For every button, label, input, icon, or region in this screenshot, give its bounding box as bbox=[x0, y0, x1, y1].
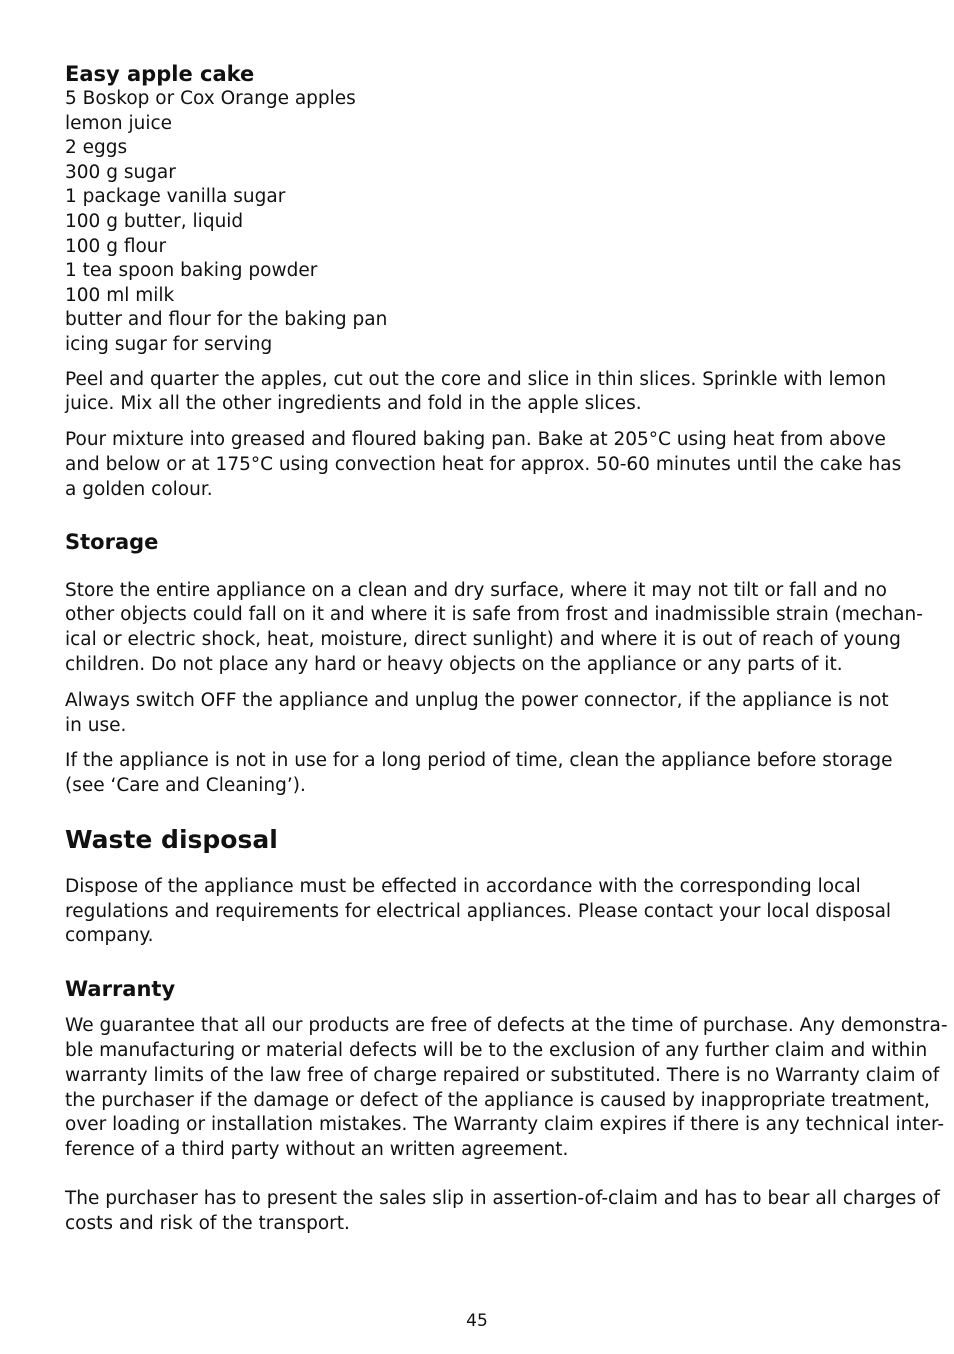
paragraph-line: The purchaser has to present the sales slip in assertion-of-claim and has to bear all charges of bbox=[65, 1188, 940, 1210]
recipe-step-1 bbox=[65, 368, 891, 418]
document-page bbox=[65, 61, 948, 1237]
ingredient-item: 1 package vanilla sugar bbox=[65, 186, 286, 208]
paragraph-line: regulations and requirements for electrical appliances. Please contact your local disposal bbox=[65, 900, 892, 922]
recipe-step-2 bbox=[65, 428, 902, 502]
paragraph-line: in use. bbox=[65, 714, 127, 736]
paragraph-line: If the appliance is not in use for a long period of time, clean the appliance before storage bbox=[65, 750, 893, 772]
ingredient-item: 5 Boskop or Cox Orange apples bbox=[65, 88, 356, 109]
ingredient-item: 2 eggs bbox=[65, 137, 128, 159]
storage-paragraph-1 bbox=[65, 579, 923, 678]
warranty-heading: Warranty bbox=[65, 977, 176, 1002]
recipe-title: Easy apple cake bbox=[65, 62, 255, 86]
paragraph-line: juice. Mix all the other ingredients and fold in the apple slices. bbox=[65, 393, 642, 415]
paragraph-line: and below or at 175°C using convection heat for approx. 50-60 minutes until the cake has bbox=[65, 453, 902, 475]
paragraph-line: costs and risk of the transport. bbox=[65, 1212, 350, 1234]
paragraph-line: ble manufacturing or material defects will be to the exclusion of any further claim and within bbox=[65, 1040, 928, 1062]
ingredient-item: butter and flour for the baking pan bbox=[65, 309, 388, 331]
ingredient-item: 300 g sugar bbox=[65, 161, 176, 183]
waste-disposal-heading: Waste disposal bbox=[65, 824, 278, 854]
ingredient-item: 100 g flour bbox=[65, 235, 167, 257]
ingredient-item: 1 tea spoon baking powder bbox=[65, 260, 318, 282]
paragraph-line: children. Do not place any hard or heavy objects on the appliance or any parts of it. bbox=[65, 653, 843, 675]
paragraph-line: Always switch OFF the appliance and unplug the power connector, if the appliance is not bbox=[65, 689, 889, 711]
paragraph-line: Dispose of the appliance must be effected in accordance with the corresponding local bbox=[65, 875, 861, 897]
storage-heading: Storage bbox=[65, 529, 159, 554]
paragraph-line: ference of a third party without an written agreement. bbox=[65, 1139, 569, 1161]
paragraph-line: Store the entire appliance on a clean and dry surface, where it may not tilt or fall and no bbox=[65, 579, 887, 601]
paragraph-line: a golden colour. bbox=[65, 478, 213, 500]
paragraph-line: company. bbox=[65, 925, 154, 947]
paragraph-line: We guarantee that all our products are free of defects at the time of purchase. Any demonstra- bbox=[65, 1015, 948, 1037]
ingredient-list bbox=[65, 87, 891, 358]
paragraph-line: Peel and quarter the apples, cut out the core and slice in thin slices. Sprinkle with lemon bbox=[65, 368, 887, 390]
page-number: 45 bbox=[466, 1311, 488, 1331]
paragraph-line: ical or electric shock, heat, moisture, direct sunlight) and where it is out of reach of young bbox=[65, 629, 901, 651]
paragraph-line: (see ‘Care and Cleaning’). bbox=[65, 775, 306, 797]
warranty-paragraph-1 bbox=[65, 1014, 948, 1163]
ingredient-item: 100 ml milk bbox=[65, 284, 175, 306]
storage-paragraph-3 bbox=[65, 749, 891, 799]
paragraph-line: over loading or installation mistakes. The Warranty claim expires if there is any technical inter- bbox=[65, 1114, 945, 1136]
paragraph-line: Pour mixture into greased and floured baking pan. Bake at 205°C using heat from above bbox=[65, 429, 886, 451]
storage-paragraph-2 bbox=[65, 689, 891, 739]
paragraph-line: warranty limits of the law free of charge repaired or substituted. There is no Warranty claim of bbox=[65, 1064, 940, 1086]
waste-paragraph bbox=[65, 875, 891, 949]
ingredient-item: lemon juice bbox=[65, 112, 173, 134]
ingredient-item: icing sugar for serving bbox=[65, 333, 273, 355]
ingredient-item: 100 g butter, liquid bbox=[65, 210, 244, 232]
warranty-paragraph-2 bbox=[65, 1187, 940, 1237]
paragraph-line: other objects could fall on it and where it is safe from frost and inadmissible strain (mechan- bbox=[65, 604, 923, 626]
paragraph-line: the purchaser if the damage or defect of the appliance is caused by inappropriate treatment, bbox=[65, 1089, 930, 1111]
